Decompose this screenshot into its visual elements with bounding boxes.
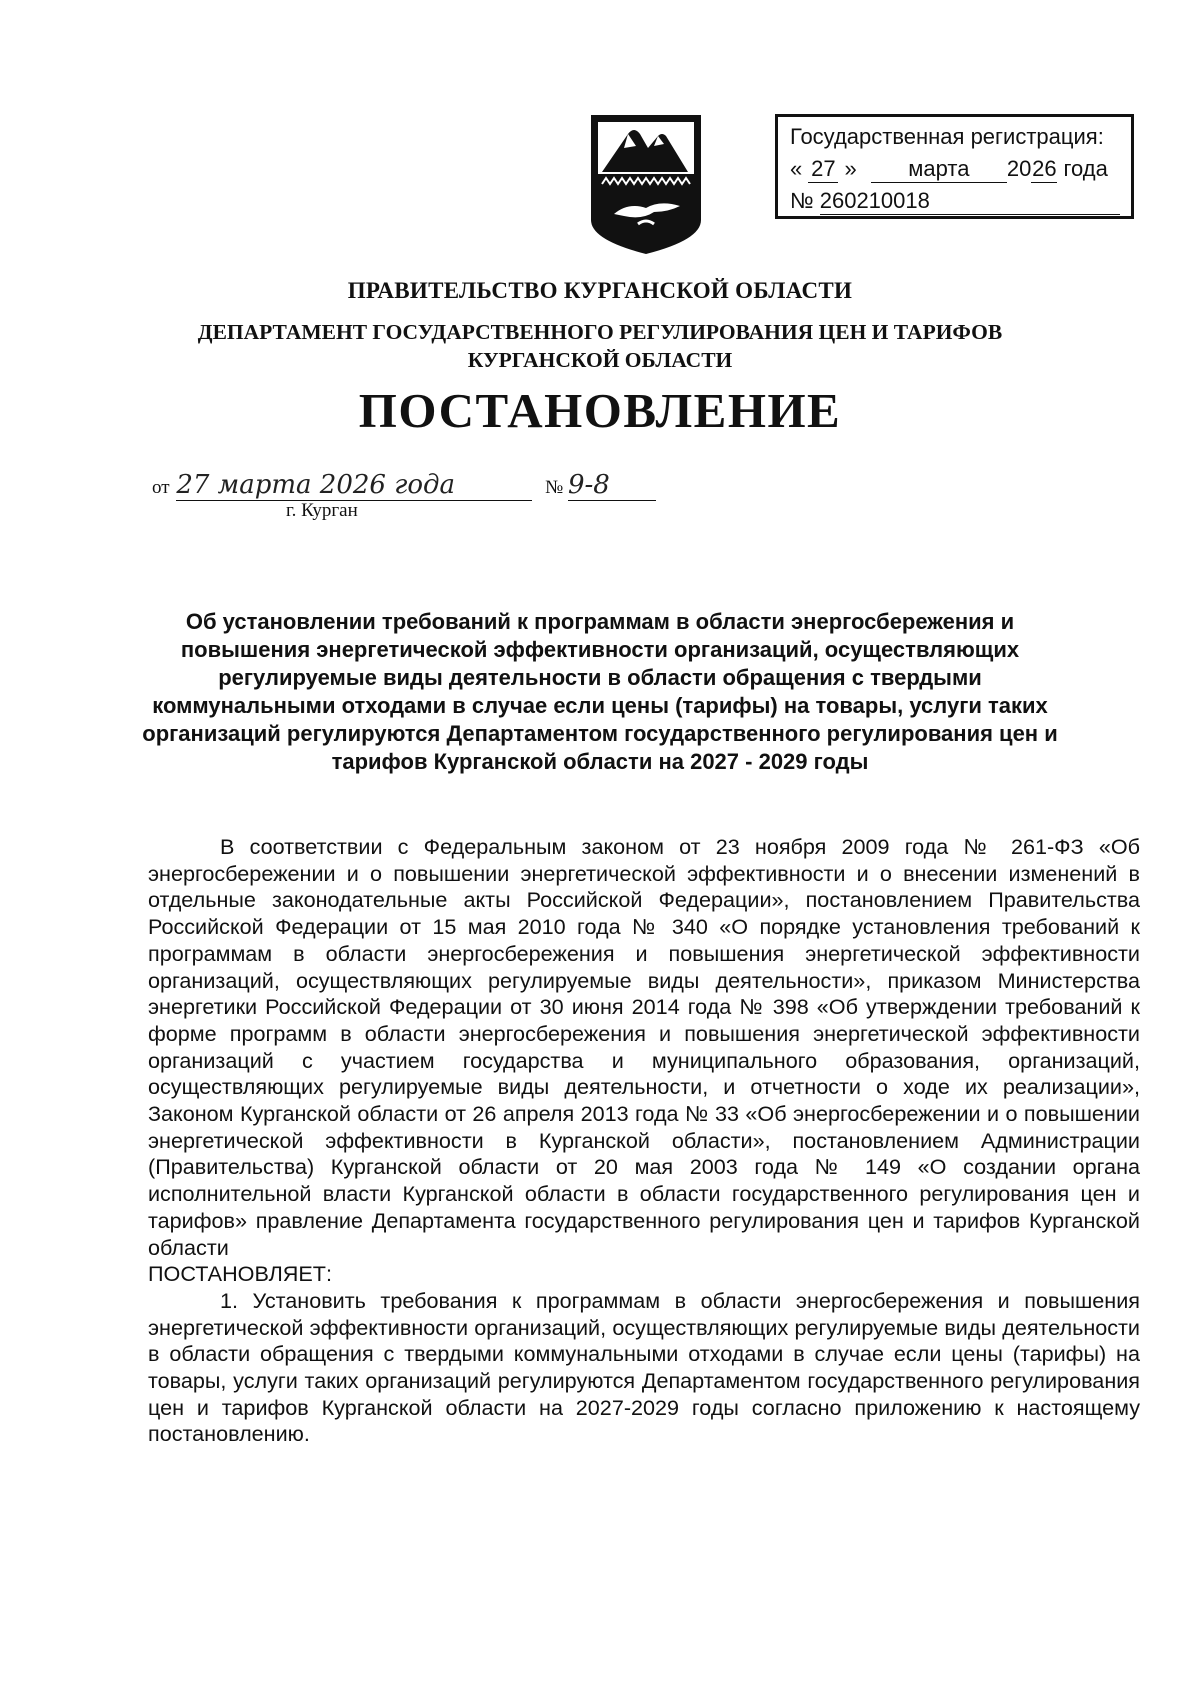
department-heading	[0, 318, 1200, 374]
department-heading-line2: КУРГАНСКОЙ ОБЛАСТИ	[467, 348, 733, 372]
issue-date-field	[176, 470, 532, 501]
preamble-paragraph: В соответствии с Федеральным законом от 23 ноября 2009 года № 261-ФЗ «Об энергосбережении и о повышении энергетической эффективности и о внесении изменений в отдельные законодательные акты Российской Федерации», постановлением Правительства Российской Федерации от 15 мая 2010 года № 340 «О порядке установления требований к программам в области энергосбережения и повышения энергетической эффективности организаций, осуществляющих регулируемые виды деятельности», приказом Министерства энергетики Российской Федерации от 30 июня 2014 года № 398 «Об утверждении требований к форме программ в области энергосбережения и повышения энергетической эффективности организаций с участием государства и муниципального образования, организаций, осуществляющих регулируемые виды деятельности, и отчетности о ходе их реализации», Законом Курганской области от 26 апреля 2013 года № 33 «Об энергосбережении и о повышении энергетической эффективности в Курганской области», постановлением Администрации (Правительства) Курганской области от 20 мая 2003 года № 149 «О создании органа исполнительной власти Курганской области в области государственного регулирования цен и тарифов» правление Департамента государственного регулирования цен и тарифов Курганской области	[148, 834, 1140, 1260]
department-heading-line1: ДЕПАРТАМЕНТ ГОСУДАРСТВЕННОГО РЕГУЛИРОВАНИЯ ЦЕН И ТАРИФОВ	[197, 320, 1003, 344]
document-type-title: ПОСТАНОВЛЕНИЕ	[358, 383, 842, 438]
issue-number-handwritten: 9-8	[567, 470, 610, 500]
issue-from-label: от	[152, 477, 170, 498]
registration-year-suffix: 26	[1032, 156, 1057, 181]
registration-title: Государственная регистрация:	[790, 124, 1104, 149]
registration-number-sign: №	[790, 188, 814, 213]
item-1-paragraph: 1. Установить требования к программам в области энергосбережения и повышения энергетической эффективности организаций, осуществляющих регулируемые виды деятельности в области обращения с твердыми коммунальными отходами в случае если цены (тарифы) на товары, услуги таких организаций регулируются Департаментом государственного регулирования цен и тарифов Курганской области на 2027-2029 годы согласно приложению к настоящему постановлению.	[148, 1287, 1140, 1447]
registration-number-line	[790, 185, 1121, 217]
issue-number-label: №	[545, 477, 564, 498]
issue-number-field	[568, 470, 656, 501]
registration-year-prefix: 20	[1006, 156, 1032, 181]
registration-number: 260210018	[820, 188, 1120, 215]
resolves-line: ПОСТАНОВЛЯЕТ:	[148, 1261, 332, 1287]
issue-city: г. Курган	[286, 500, 358, 521]
registration-day-close: »	[844, 156, 857, 181]
issue-date-handwritten: 27 марта 2026 года	[176, 470, 455, 500]
registration-year-word: года	[1063, 156, 1108, 181]
document-subject: Об установлении требований к программам в области энергосбережения и повышения энергетической эффективности организаций, осуществляющих регулируемые виды деятельности в области обращения с твердыми коммунальными отходами в случае если цены (тарифы) на товары, услуги таких организаций регулируются Департаментом государственного регулирования цен и тарифов Курганской области на 2027 - 2029 годы	[142, 609, 1058, 774]
coat-of-arms-emblem	[588, 112, 704, 257]
registration-date-line	[790, 153, 1121, 185]
registration-day: 27	[808, 156, 838, 183]
document-body	[148, 834, 1140, 1448]
government-heading: ПРАВИТЕЛЬСТВО КУРГАНСКОЙ ОБЛАСТИ	[347, 278, 853, 303]
issue-date-row	[152, 470, 656, 501]
registration-month: марта	[871, 156, 1007, 183]
registration-day-open: «	[790, 156, 803, 181]
state-registration-box	[775, 114, 1134, 219]
